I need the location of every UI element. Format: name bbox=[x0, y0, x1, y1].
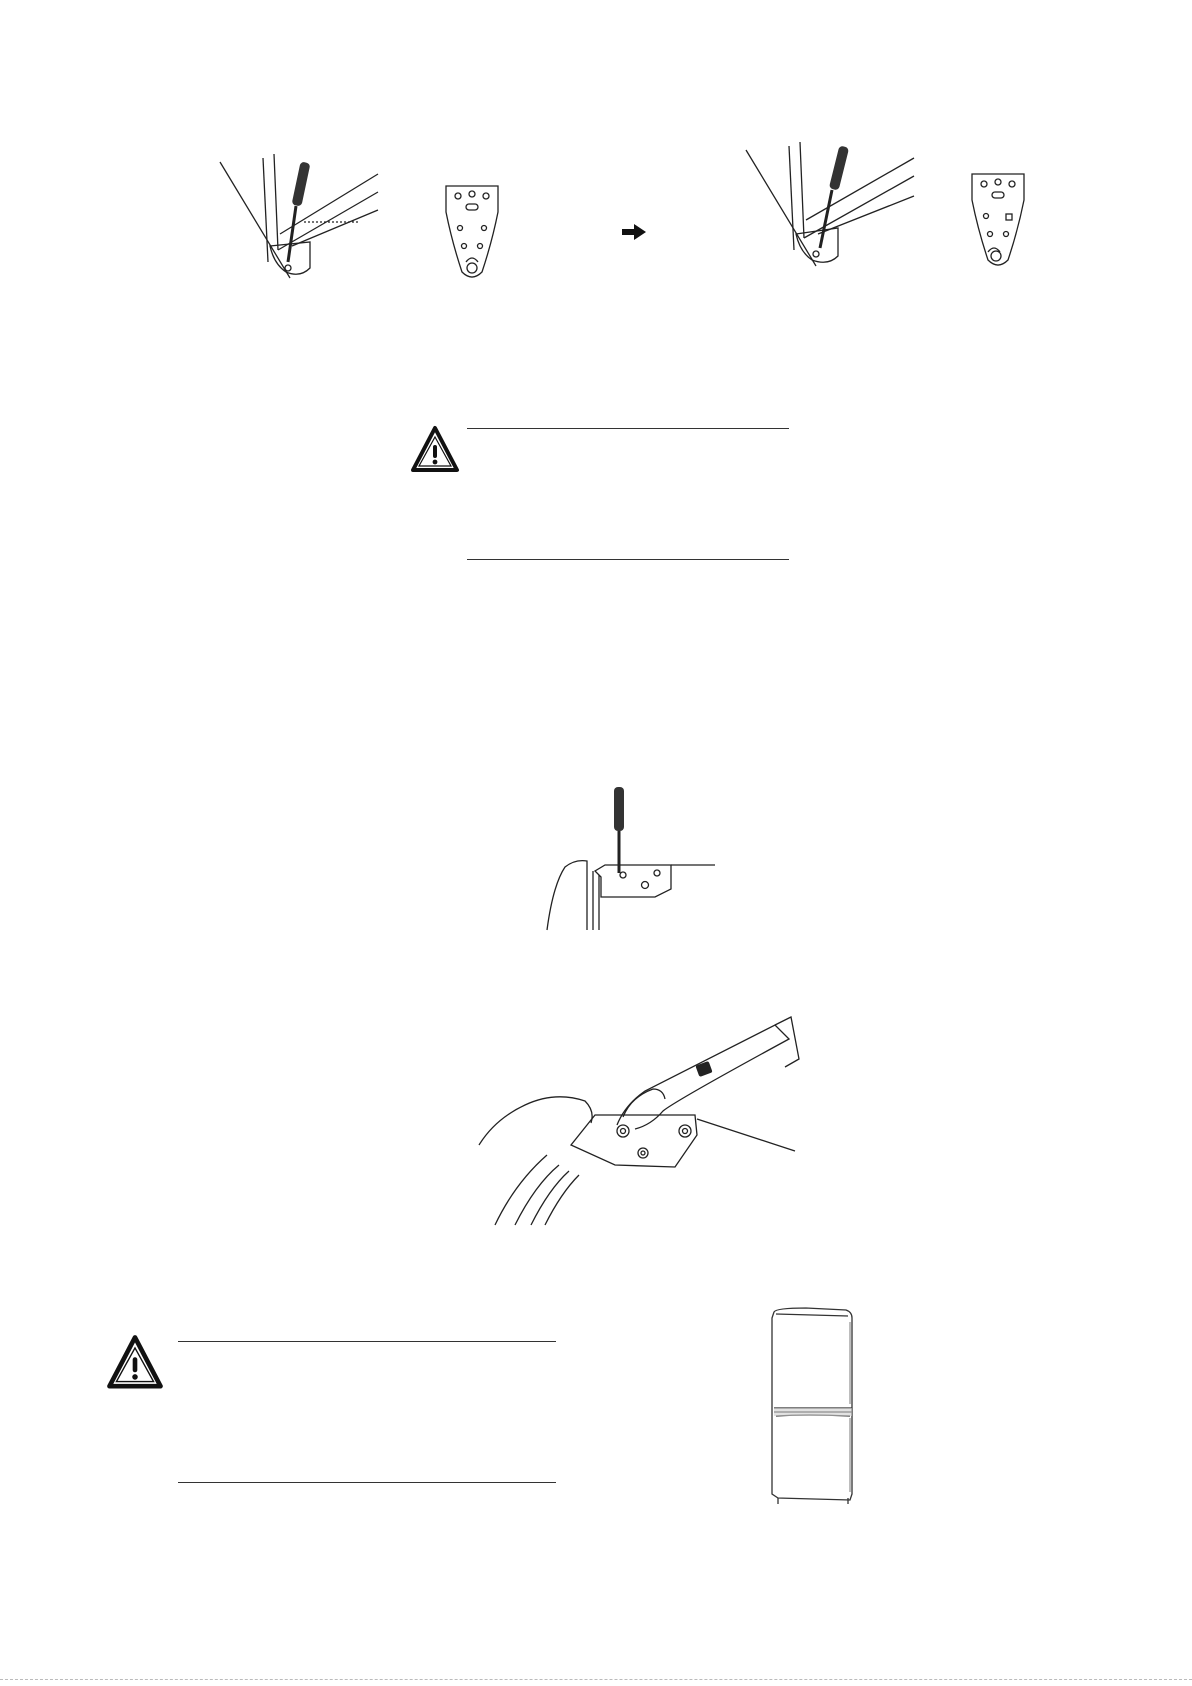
refrigerator-figure bbox=[766, 1308, 858, 1508]
hinge-plate-after-figure bbox=[968, 170, 1028, 272]
warning-1-text bbox=[467, 440, 789, 550]
warning-2-text bbox=[178, 1352, 556, 1470]
warning-1-top-rule bbox=[467, 428, 789, 429]
warning-2-top-rule bbox=[178, 1341, 556, 1342]
right-arrow-icon bbox=[620, 222, 648, 242]
warning-2-bottom-rule bbox=[178, 1482, 556, 1483]
screwdriver-icon bbox=[614, 787, 624, 873]
hinge-corner-before-figure bbox=[218, 150, 398, 290]
warning-triangle-icon bbox=[106, 1334, 164, 1392]
wrench-icon bbox=[695, 1061, 712, 1077]
warning-triangle-icon bbox=[410, 425, 460, 475]
top-hinge-screwdriver-figure bbox=[545, 785, 720, 930]
hinge-corner-after-figure bbox=[744, 140, 924, 280]
top-hinge-wrench-figure bbox=[475, 1015, 805, 1225]
screwdriver-icon bbox=[820, 145, 849, 248]
warning-1-bottom-rule bbox=[467, 559, 789, 560]
screwdriver-icon bbox=[288, 161, 310, 262]
hinge-plate-before-figure bbox=[442, 182, 502, 284]
